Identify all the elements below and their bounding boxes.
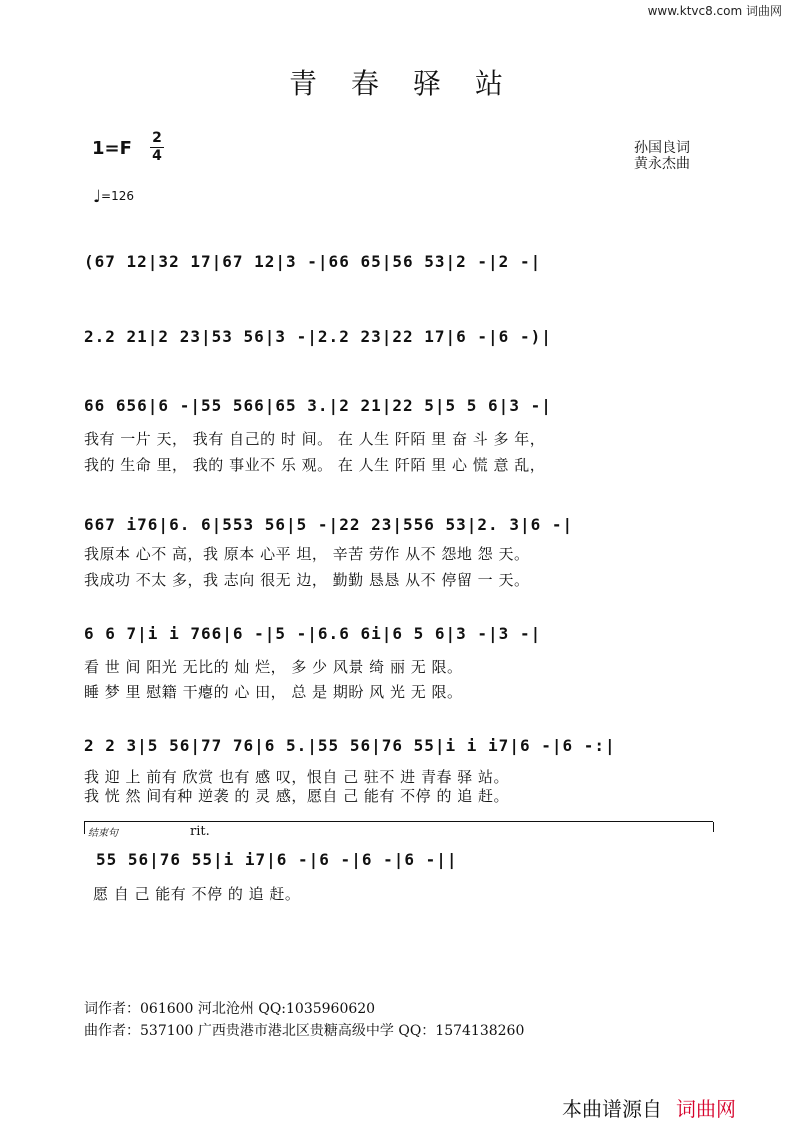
coda-bracket xyxy=(84,821,713,834)
source-brand xyxy=(562,1093,736,1122)
ritardando-marking: rit. xyxy=(190,824,210,839)
notes-row-5: 6 6 7|i i 766|6 -|5 -|6.6 6i|6 5 6|3 -|3 -| xyxy=(84,624,542,643)
tempo-marking xyxy=(93,185,134,205)
lyrics-row-5-verse-2: 睡 梦 里 慰籍 干瘪的 心 田， 总 是 期盼 风 光 无 限。 xyxy=(84,683,463,701)
lyrics-row-7: 愿 自 己 能有 不停 的 追 赶。 xyxy=(93,885,301,903)
notes-row-6: 2 2 3|5 56|77 76|6 5.|55 56|76 55|i i i7|6 -|6 -:| xyxy=(84,736,616,755)
song-title: 青春驿站 xyxy=(288,67,537,100)
notes-row-2: 2.2 21|2 23|53 56|3 -|2.2 23|22 17|6 -|6 -)| xyxy=(84,327,552,346)
time-signature-bottom: 4 xyxy=(152,148,162,164)
quarter-note-icon: ♩ xyxy=(93,187,102,207)
score-row-1 xyxy=(0,252,792,292)
lyrics-row-3-verse-2: 我的 生命 里， 我的 事业不 乐 观。 在 人生 阡陌 里 心 慌 意 乱， xyxy=(84,456,546,474)
composer-info: 曲作者：537100 广西贵港市港北区贵糖高级中学 QQ：1574138260 xyxy=(84,1023,525,1039)
credits xyxy=(634,140,690,172)
time-signature xyxy=(150,131,164,164)
key-signature: 1=F xyxy=(92,138,132,159)
score-row-2 xyxy=(0,327,792,367)
notes-row-3: 66 656|6 -|55 566|65 3.|2 21|22 5|5 5 6|3 -| xyxy=(84,396,552,415)
lyricist-info: 词作者：061600 河北沧州 QQ:1035960620 xyxy=(84,1001,376,1017)
coda-label: 结束句 xyxy=(88,828,118,839)
composer: 黄永杰曲 xyxy=(634,156,690,172)
lyrics-row-6-verse-1: 我 迎 上 前有 欣赏 也有 感 叹，恨自 己 驻不 进 青春 驿 站。 xyxy=(84,768,509,786)
watermark: www.ktvc8.com 词曲网 xyxy=(647,4,782,18)
lyrics-row-4-verse-2: 我成功 不太 多，我 志向 很无 边， 勤勤 恳恳 从不 停留 一 天。 xyxy=(84,571,530,589)
source-brand-text: 本曲谱源自 xyxy=(562,1097,662,1121)
notes-row-7: 55 56|76 55|i i7|6 -|6 -|6 -|6 -|| xyxy=(96,850,458,869)
lyrics-row-4-verse-1: 我原本 心不 高，我 原本 心平 坦， 辛苦 劳作 从不 怨地 怨 天。 xyxy=(84,545,530,563)
time-signature-top: 2 xyxy=(152,130,162,146)
lyrics-row-3-verse-1: 我有 一片 天， 我有 自己的 时 间。 在 人生 阡陌 里 奋 斗 多 年， xyxy=(84,430,546,448)
lyricist: 孙国良词 xyxy=(634,140,690,156)
lyrics-row-5-verse-1: 看 世 间 阳光 无比的 灿 烂， 多 少 风景 绮 丽 无 限。 xyxy=(84,658,463,676)
notes-row-1: (67 12|32 17|67 12|3 -|66 65|56 53|2 -|2 -| xyxy=(84,252,542,271)
source-brand-site: 词曲网 xyxy=(676,1097,736,1121)
notes-row-4: 667 i76|6. 6|553 56|5 -|22 23|556 53|2. 3|6 -| xyxy=(84,515,574,534)
tempo-value: =126 xyxy=(101,189,134,203)
lyrics-row-6-verse-2: 我 恍 然 间有种 逆袭 的 灵 感，愿自 己 能有 不停 的 追 赶。 xyxy=(84,787,509,805)
